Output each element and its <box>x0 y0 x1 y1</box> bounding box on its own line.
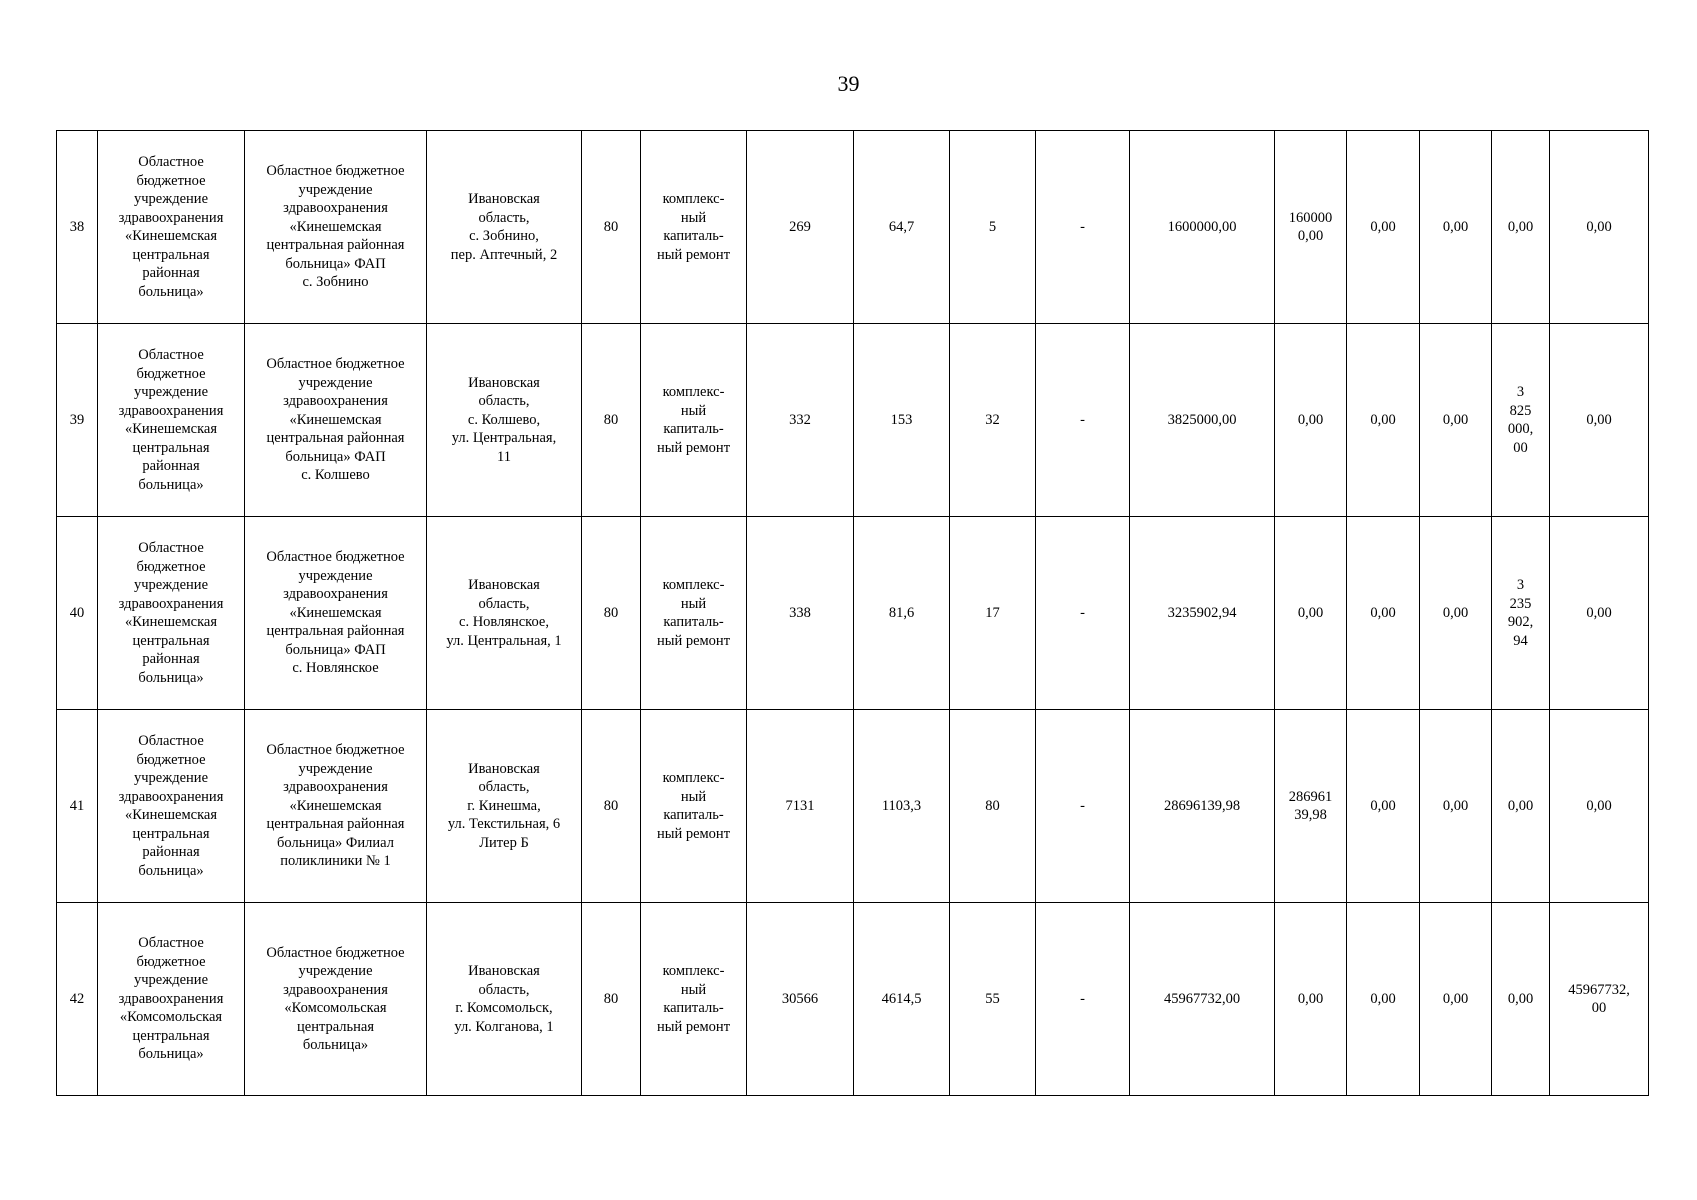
cell-col-8: 81,6 <box>854 517 950 710</box>
cell-row-number: 39 <box>57 324 98 517</box>
cell-col-5: 80 <box>582 324 641 517</box>
cell-col-12: 286961 39,98 <box>1275 710 1347 903</box>
cell-col-8: 4614,5 <box>854 903 950 1096</box>
cell-col-12: 0,00 <box>1275 324 1347 517</box>
cell-col-9: 80 <box>950 710 1036 903</box>
cell-row-number: 41 <box>57 710 98 903</box>
cell-address: Ивановская область, г. Кинешма, ул. Текстильная, 6 Литер Б <box>427 710 582 903</box>
cell-col-16: 0,00 <box>1550 710 1649 903</box>
cell-col-15: 0,00 <box>1492 710 1550 903</box>
cell-address: Ивановская область, с. Колшево, ул. Центральная, 11 <box>427 324 582 517</box>
cell-work-type: комплекс- ный капиталь- ный ремонт <box>641 324 747 517</box>
cell-col-13: 0,00 <box>1347 710 1420 903</box>
cell-col-12: 160000 0,00 <box>1275 131 1347 324</box>
cell-col-14: 0,00 <box>1420 131 1492 324</box>
cell-col-15: 3 235 902, 94 <box>1492 517 1550 710</box>
cell-object-name: Областное бюджетное учреждение здравоохранения «Кинешемская центральная районная больница» ФАП с. Новлянское <box>245 517 427 710</box>
cell-col-15: 0,00 <box>1492 903 1550 1096</box>
cell-col-8: 1103,3 <box>854 710 950 903</box>
cell-col-10: - <box>1036 324 1130 517</box>
cell-row-number: 42 <box>57 903 98 1096</box>
cell-col-10: - <box>1036 710 1130 903</box>
cell-col-13: 0,00 <box>1347 131 1420 324</box>
cell-object-name: Областное бюджетное учреждение здравоохранения «Комсомольская центральная больница» <box>245 903 427 1096</box>
cell-col-15: 0,00 <box>1492 131 1550 324</box>
cell-work-type: комплекс- ный капиталь- ный ремонт <box>641 517 747 710</box>
cell-col-16: 0,00 <box>1550 517 1649 710</box>
cell-work-type: комплекс- ный капиталь- ный ремонт <box>641 131 747 324</box>
cell-object-name: Областное бюджетное учреждение здравоохранения «Кинешемская центральная районная больница» ФАП с. Зобнино <box>245 131 427 324</box>
cell-col-12: 0,00 <box>1275 903 1347 1096</box>
cell-total-cost: 3825000,00 <box>1130 324 1275 517</box>
cell-total-cost: 45967732,00 <box>1130 903 1275 1096</box>
cell-col-14: 0,00 <box>1420 517 1492 710</box>
cell-col-14: 0,00 <box>1420 710 1492 903</box>
cell-col-16: 0,00 <box>1550 131 1649 324</box>
cell-col-5: 80 <box>582 131 641 324</box>
cell-col-7: 30566 <box>747 903 854 1096</box>
cell-institution: Областное бюджетное учреждение здравоохранения «Комсомольская центральная больница» <box>98 903 245 1096</box>
registry-table <box>56 130 1649 1096</box>
registry-table-body <box>57 131 1649 1096</box>
cell-col-16: 0,00 <box>1550 324 1649 517</box>
table-row <box>57 324 1649 517</box>
cell-total-cost: 28696139,98 <box>1130 710 1275 903</box>
cell-total-cost: 3235902,94 <box>1130 517 1275 710</box>
cell-col-9: 5 <box>950 131 1036 324</box>
cell-col-7: 7131 <box>747 710 854 903</box>
cell-col-13: 0,00 <box>1347 903 1420 1096</box>
cell-institution: Областное бюджетное учреждение здравоохранения «Кинешемская центральная районная больница» <box>98 517 245 710</box>
cell-col-9: 32 <box>950 324 1036 517</box>
table-row <box>57 131 1649 324</box>
table-row <box>57 903 1649 1096</box>
cell-col-8: 64,7 <box>854 131 950 324</box>
cell-col-7: 338 <box>747 517 854 710</box>
cell-col-7: 269 <box>747 131 854 324</box>
cell-work-type: комплекс- ный капиталь- ный ремонт <box>641 710 747 903</box>
cell-col-5: 80 <box>582 710 641 903</box>
table-row <box>57 517 1649 710</box>
cell-col-7: 332 <box>747 324 854 517</box>
cell-col-15: 3 825 000, 00 <box>1492 324 1550 517</box>
cell-col-8: 153 <box>854 324 950 517</box>
cell-col-12: 0,00 <box>1275 517 1347 710</box>
cell-row-number: 38 <box>57 131 98 324</box>
cell-object-name: Областное бюджетное учреждение здравоохранения «Кинешемская центральная районная больница» ФАП с. Колшево <box>245 324 427 517</box>
cell-institution: Областное бюджетное учреждение здравоохранения «Кинешемская центральная районная больница» <box>98 131 245 324</box>
cell-col-5: 80 <box>582 517 641 710</box>
cell-col-14: 0,00 <box>1420 324 1492 517</box>
cell-institution: Областное бюджетное учреждение здравоохранения «Кинешемская центральная районная больница» <box>98 710 245 903</box>
cell-col-10: - <box>1036 131 1130 324</box>
cell-col-13: 0,00 <box>1347 324 1420 517</box>
cell-address: Ивановская область, с. Новлянское, ул. Центральная, 1 <box>427 517 582 710</box>
cell-col-10: - <box>1036 903 1130 1096</box>
cell-col-10: - <box>1036 517 1130 710</box>
cell-work-type: комплекс- ный капиталь- ный ремонт <box>641 903 747 1096</box>
cell-institution: Областное бюджетное учреждение здравоохранения «Кинешемская центральная районная больница» <box>98 324 245 517</box>
table-row <box>57 710 1649 903</box>
cell-address: Ивановская область, г. Комсомольск, ул. Колганова, 1 <box>427 903 582 1096</box>
cell-col-5: 80 <box>582 903 641 1096</box>
page-number: 39 <box>837 71 860 96</box>
cell-object-name: Областное бюджетное учреждение здравоохранения «Кинешемская центральная районная больница» Филиал поликлиники № 1 <box>245 710 427 903</box>
cell-col-9: 17 <box>950 517 1036 710</box>
cell-col-16: 45967732, 00 <box>1550 903 1649 1096</box>
cell-col-14: 0,00 <box>1420 903 1492 1096</box>
cell-row-number: 40 <box>57 517 98 710</box>
cell-col-13: 0,00 <box>1347 517 1420 710</box>
cell-address: Ивановская область, с. Зобнино, пер. Аптечный, 2 <box>427 131 582 324</box>
cell-col-9: 55 <box>950 903 1036 1096</box>
cell-total-cost: 1600000,00 <box>1130 131 1275 324</box>
